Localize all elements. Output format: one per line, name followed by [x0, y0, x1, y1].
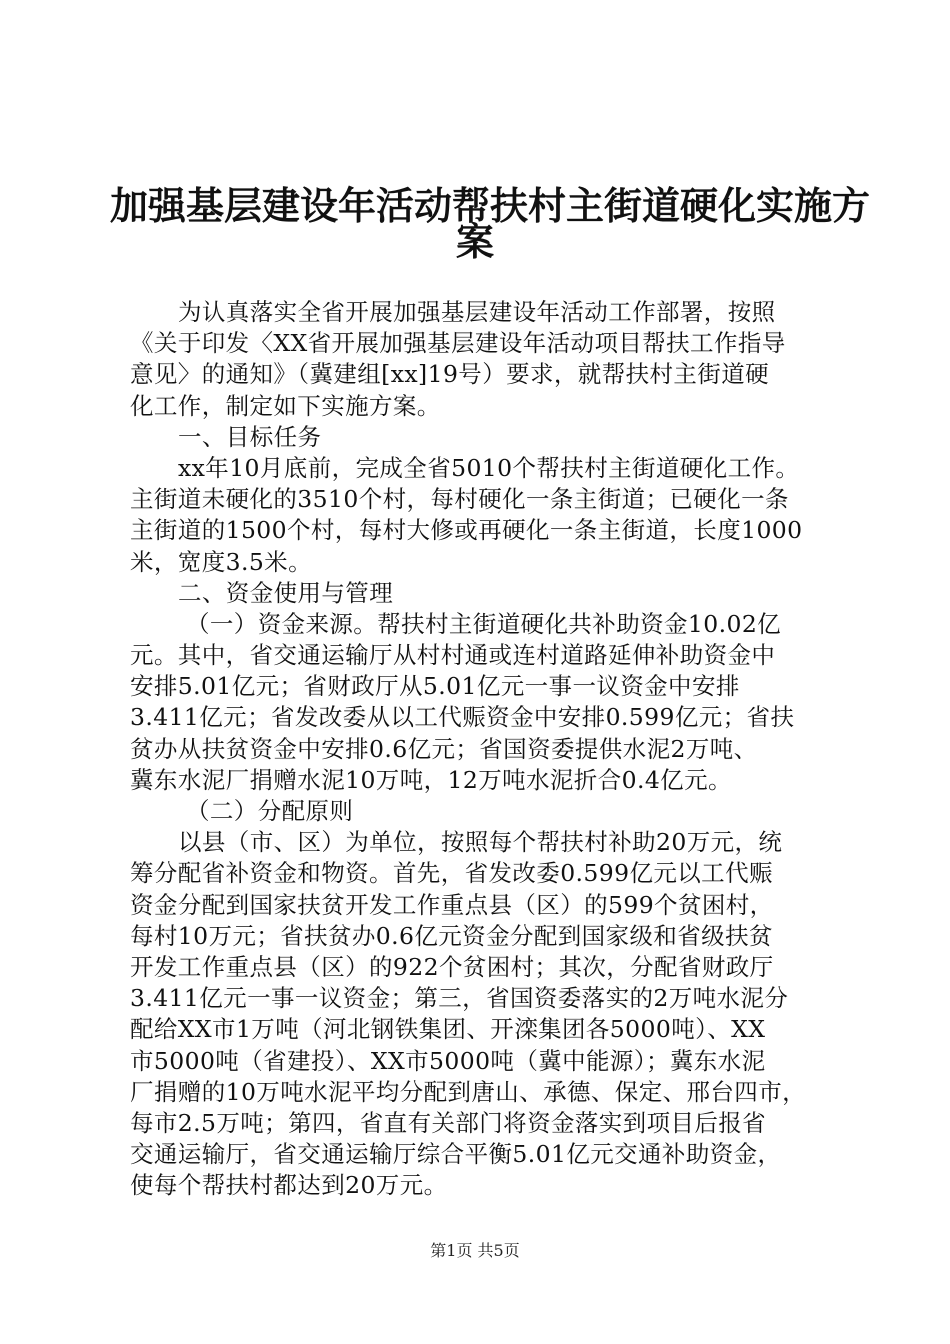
paragraph-line: 贫办从扶贫资金中安排0.6亿元；省国资委提供水泥2万吨、 — [130, 734, 758, 763]
section-heading: 二、资金使用与管理 — [178, 578, 394, 607]
paragraph-line: （一）资金来源。帮扶村主街道硬化共补助资金10.02亿 — [186, 609, 782, 638]
paragraph-line: 每市2.5万吨；第四，省直有关部门将资金落实到项目后报省 — [130, 1108, 767, 1137]
paragraph-line: 意见〉的通知》（冀建组[xx]19号）要求，就帮扶村主街道硬 — [130, 360, 769, 389]
document-title-line-2: 案 — [455, 220, 494, 264]
paragraph-line: 《关于印发〈XX省开展加强基层建设年活动项目帮扶工作指导 — [130, 329, 786, 358]
paragraph-line: 安排5.01亿元；省财政厅从5.01亿元一事一议资金中安排 — [130, 672, 740, 701]
paragraph-line: 主街道的1500个村，每村大修或再硬化一条主街道，长度1000 — [130, 516, 803, 545]
paragraph-line: 以县（市、区）为单位，按照每个帮扶村补助20万元，统 — [178, 828, 783, 857]
paragraph-line: 使每个帮扶村都达到20万元。 — [130, 1171, 448, 1200]
section-heading: 一、目标任务 — [178, 422, 322, 451]
paragraph-line: 3.411亿元；省发改委从以工代赈资金中安排0.599亿元；省扶 — [130, 703, 795, 732]
paragraph-line: 配给XX市1万吨（河北钢铁集团、开滦集团各5000吨）、XX — [130, 1015, 766, 1044]
paragraph-line: 元。其中，省交通运输厅从村村通或连村道路延伸补助资金中 — [130, 641, 776, 670]
paragraph-line: xx年10月底前，完成全省5010个帮扶村主街道硬化工作。 — [178, 453, 800, 482]
paragraph-line: 3.411亿元一事一议资金；第三，省国资委落实的2万吨水泥分 — [130, 984, 789, 1013]
paragraph-line: 为认真落实全省开展加强基层建设年活动工作部署，按照 — [178, 298, 776, 326]
paragraph-line: 厂捐赠的10万吨水泥平均分配到唐山、承德、保定、邢台四市， — [130, 1077, 807, 1106]
paragraph-line: 米，宽度3.5米。 — [130, 547, 312, 576]
page-footer: 第1页 共5页 — [430, 1241, 520, 1260]
paragraph-line: 化工作，制定如下实施方案。 — [130, 391, 441, 420]
document-title-line-1: 加强基层建设年活动帮扶村主街道硬化实施方 — [110, 184, 871, 228]
paragraph-line: 冀东水泥厂捐赠水泥10万吨，12万吨水泥折合0.4亿元。 — [130, 765, 732, 794]
document-body — [130, 297, 842, 1201]
subsection-heading: （二）分配原则 — [186, 797, 354, 825]
paragraph-line: 交通运输厅，省交通运输厅综合平衡5.01亿元交通补助资金， — [130, 1140, 782, 1169]
paragraph-line: 市5000吨（省建投）、XX市5000吨（冀中能源）；冀东水泥 — [130, 1046, 766, 1075]
paragraph-line: 筹分配省补资金和物资。首先，省发改委0.599亿元以工代赈 — [130, 859, 773, 888]
paragraph-line: 开发工作重点县（区）的922个贫困村；其次，分配省财政厅 — [130, 952, 774, 981]
paragraph-line: 每村10万元；省扶贫办0.6亿元资金分配到国家级和省级扶贫 — [130, 921, 773, 950]
paragraph-line: 资金分配到国家扶贫开发工作重点县（区）的599个贫困村， — [130, 890, 774, 919]
paragraph-line: 主街道未硬化的3510个村，每村硬化一条主街道；已硬化一条 — [130, 485, 789, 514]
